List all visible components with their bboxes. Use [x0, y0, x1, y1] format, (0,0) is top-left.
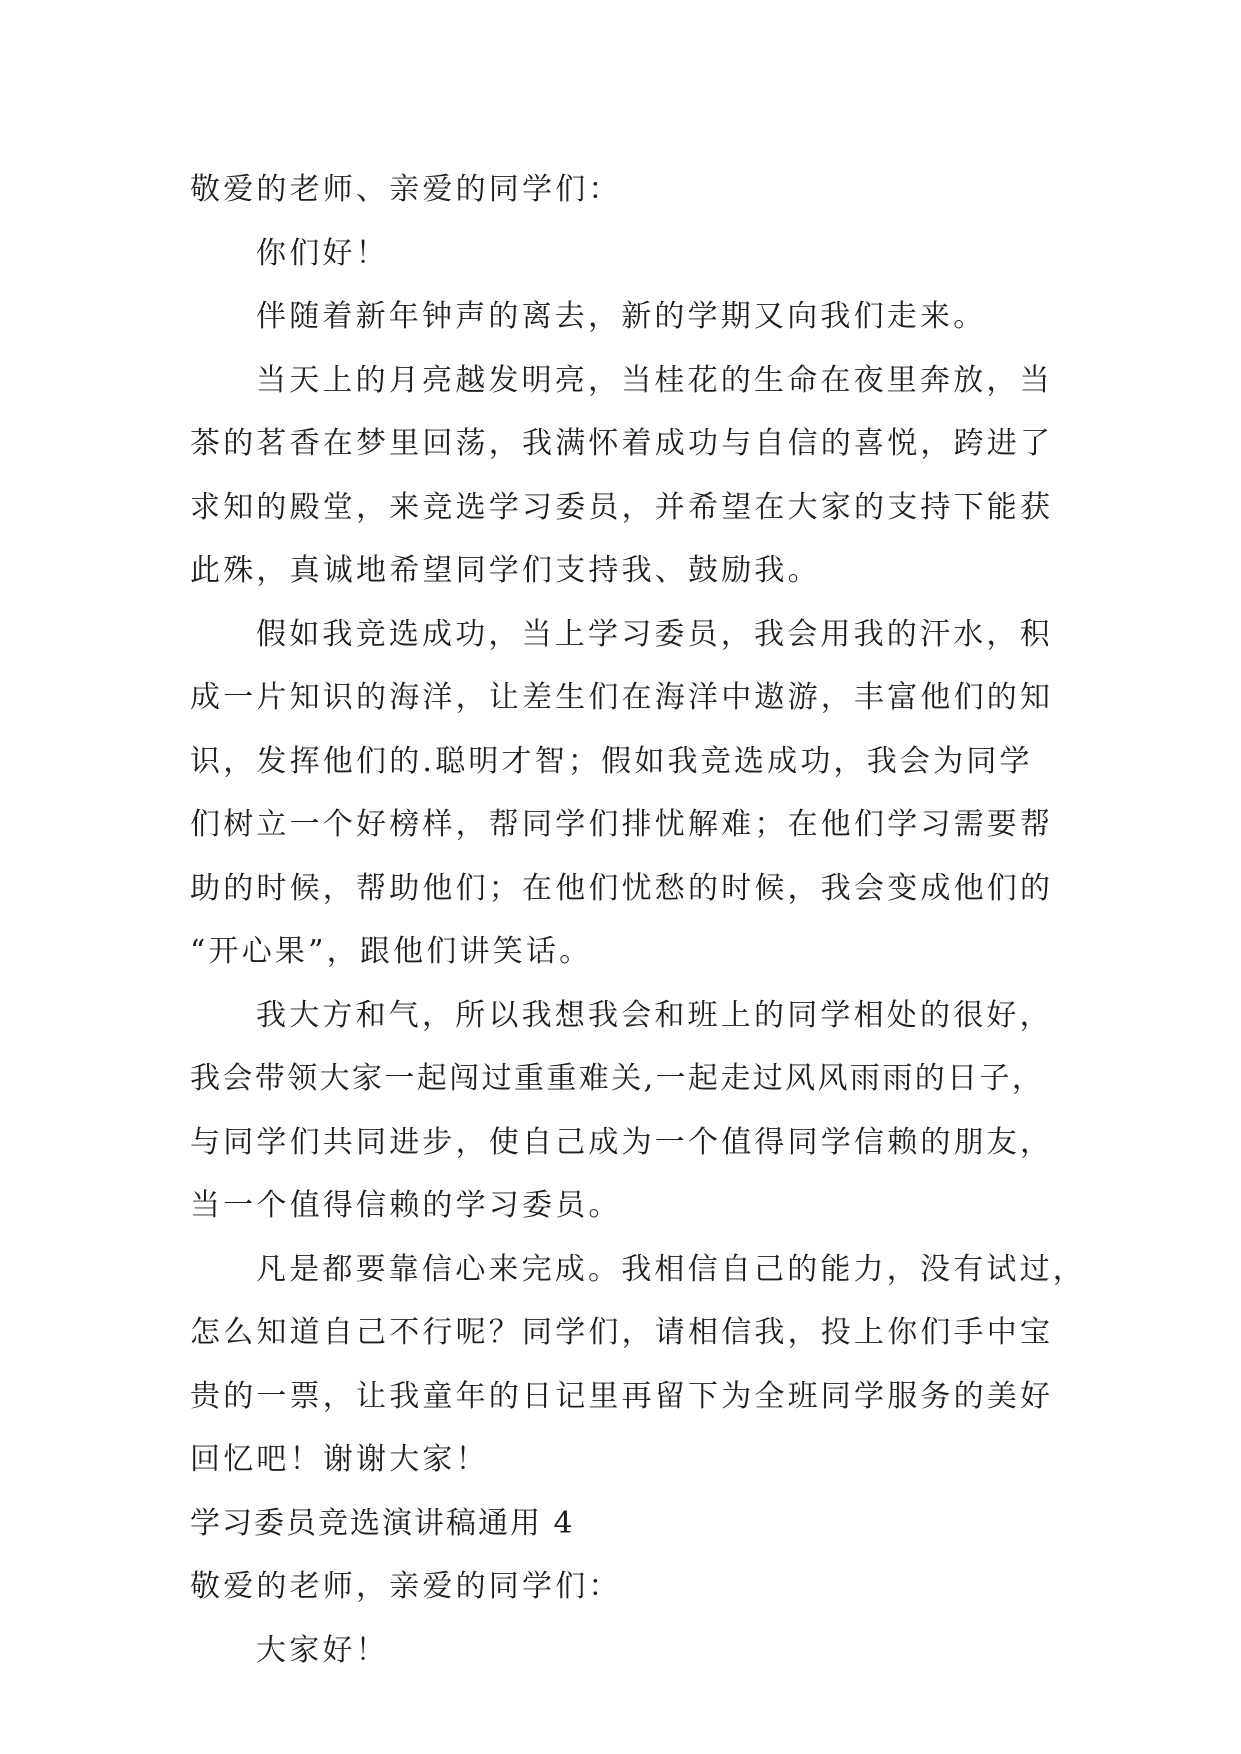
paragraph-line: 凡是都要靠信心来完成。我相信自己的能力，没有试过， [256, 1251, 1086, 1287]
paragraph-line: 求知的殿堂，来竞选学习委员，并希望在大家的支持下能获 [190, 489, 1054, 525]
paragraph-line: 怎么知道自己不行呢？同学们，请相信我，投上你们手中宝 [190, 1315, 1054, 1350]
greeting: 大家好！ [256, 1632, 389, 1668]
salutation: 敬爱的老师，亲爱的同学们： [190, 1569, 622, 1604]
paragraph-line: 伴随着新年钟声的离去，新的学期又向我们走来。 [256, 299, 987, 334]
paragraph-line: 当一个值得信赖的学习委员。 [190, 1188, 622, 1223]
paragraph-line: 与同学们共同进步，使自己成为一个值得同学信赖的朋友， [190, 1124, 1054, 1160]
paragraph-line: 回忆吧！谢谢大家！ [190, 1442, 489, 1477]
paragraph-line: 贵的一票，让我童年的日记里再留下为全班同学服务的美好 [190, 1378, 1054, 1414]
paragraph-line: 我会带领大家一起闯过重重难关,一起走过风风雨雨的日子， [190, 1061, 1045, 1096]
paragraph-line: 成一片知识的海洋，让差生们在海洋中遨游，丰富他们的知 [190, 680, 1054, 715]
salutation: 敬爱的老师、亲爱的同学们： [190, 172, 622, 207]
paragraph-line: 此殊，真诚地希望同学们支持我、鼓励我。 [190, 553, 821, 588]
paragraph-line: 我大方和气，所以我想我会和班上的同学相处的很好， [256, 997, 1053, 1033]
paragraph-line: 当天上的月亮越发明亮，当桂花的生命在夜里奔放，当 [256, 362, 1053, 398]
greeting: 你们好！ [256, 235, 389, 271]
paragraph-line: 假如我竞选成功，当上学习委员，我会用我的汗水，积 [256, 616, 1053, 652]
paragraph-line: “开心果”，跟他们讲笑话。 [190, 934, 593, 969]
paragraph-line: 茶的茗香在梦里回荡，我满怀着成功与自信的喜悦，跨进了 [190, 426, 1054, 461]
paragraph-line: 识，发挥他们的.聪明才智；假如我竞选成功，我会为同学 [190, 743, 1033, 779]
section-title: 学习委员竞选演讲稿通用 4 [190, 1505, 575, 1541]
paragraph-line: 助的时候，帮助他们；在他们忧愁的时候，我会变成他们的 [190, 870, 1054, 906]
document-body [190, 158, 1086, 1682]
paragraph-line: 们树立一个好榜样，帮同学们排忧解难；在他们学习需要帮 [190, 807, 1054, 842]
